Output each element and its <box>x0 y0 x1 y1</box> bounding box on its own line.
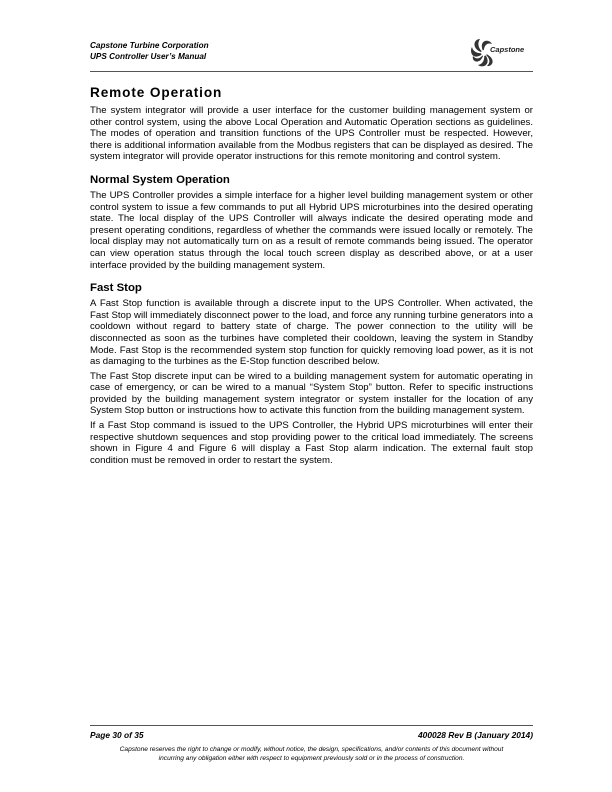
header-divider <box>90 71 533 72</box>
company-name: Capstone Turbine Corporation <box>90 41 209 50</box>
page-number: Page 30 of 35 <box>90 730 144 740</box>
paragraph: The system integrator will provide a user interface for the customer building management system or other control system, using the above Local Operation and Automatic Operation sections as guidelines. The modes of operation and transition functions of the UPS Controller must be respected. However, there is additional information available from the Modbus registers that can be displayed as desired. The system integrator will provide operator instructions for this remote monitoring and control system. <box>90 105 533 163</box>
section-title-normal-system-operation: Normal System Operation <box>90 173 230 186</box>
manual-title: UPS Controller User’s Manual <box>90 52 207 61</box>
paragraph: If a Fast Stop command is issued to the UPS Controller, the Hybrid UPS microturbines will enter their respective shutdown sequences and stop providing power to the critical load immediately. The screens shown in Figure 4 and Figure 6 will display a Fast Stop alarm indication. The external fault stop condition must be removed in order to restart the system. <box>90 420 533 466</box>
page-footer <box>90 726 533 763</box>
section-title-fast-stop: Fast Stop <box>90 282 142 295</box>
document-body <box>90 84 533 469</box>
paragraph: The UPS Controller provides a simple interface for a higher level building management system or other control system to issue a few commands to put all Hybrid UPS microturbines into the desired operating state. The local display of the UPS Controller will always indicate the desired operating mode and present operating conditions, regardless of whether the commands were issued locally or remotely. The local display may not automatically turn on as a result of remote commands being issued. The operator can view operation status through the local touch screen display as described above, or at a user interface provided by the building management system. <box>90 189 533 271</box>
capstone-logo-icon <box>467 36 533 70</box>
disclaimer <box>90 745 533 763</box>
page-header <box>90 40 533 73</box>
disclaimer-line-2: incurring any obligation either with respect to equipment previously sold or in the process of construction. <box>158 755 465 762</box>
document-id: 400028 Rev B (January 2014) <box>418 730 533 740</box>
section-title-remote-operation: Remote Operation <box>90 85 223 100</box>
paragraph: A Fast Stop function is available through a discrete input to the UPS Controller. When activated, the Fast Stop will immediately disconnect power to the load, and force any running turbine generators into a cooldown without regard to battery state of charge. The power connection to the utility will be disconnected as soon as the turbines have completed their cooldown, leaving the system in Standby Mode. Fast Stop is the recommended system stop function for quickly removing load power, as it is not as damaging to the turbines as the E-Stop function described below. <box>90 298 533 368</box>
disclaimer-line-1: Capstone reserves the right to change or modify, without notice, the design, specifications, and/or contents of this document without <box>119 746 504 753</box>
paragraph: The Fast Stop discrete input can be wired to a building management system for automatic operating in case of emergency, or can be wired to a manual “System Stop” button. Refer to specific instructions provided by the building management system integrator or system installer for the location of any System Stop button or instructions how to activate this function from the building management system. <box>90 370 533 417</box>
logo-text: Capstone <box>490 45 525 54</box>
